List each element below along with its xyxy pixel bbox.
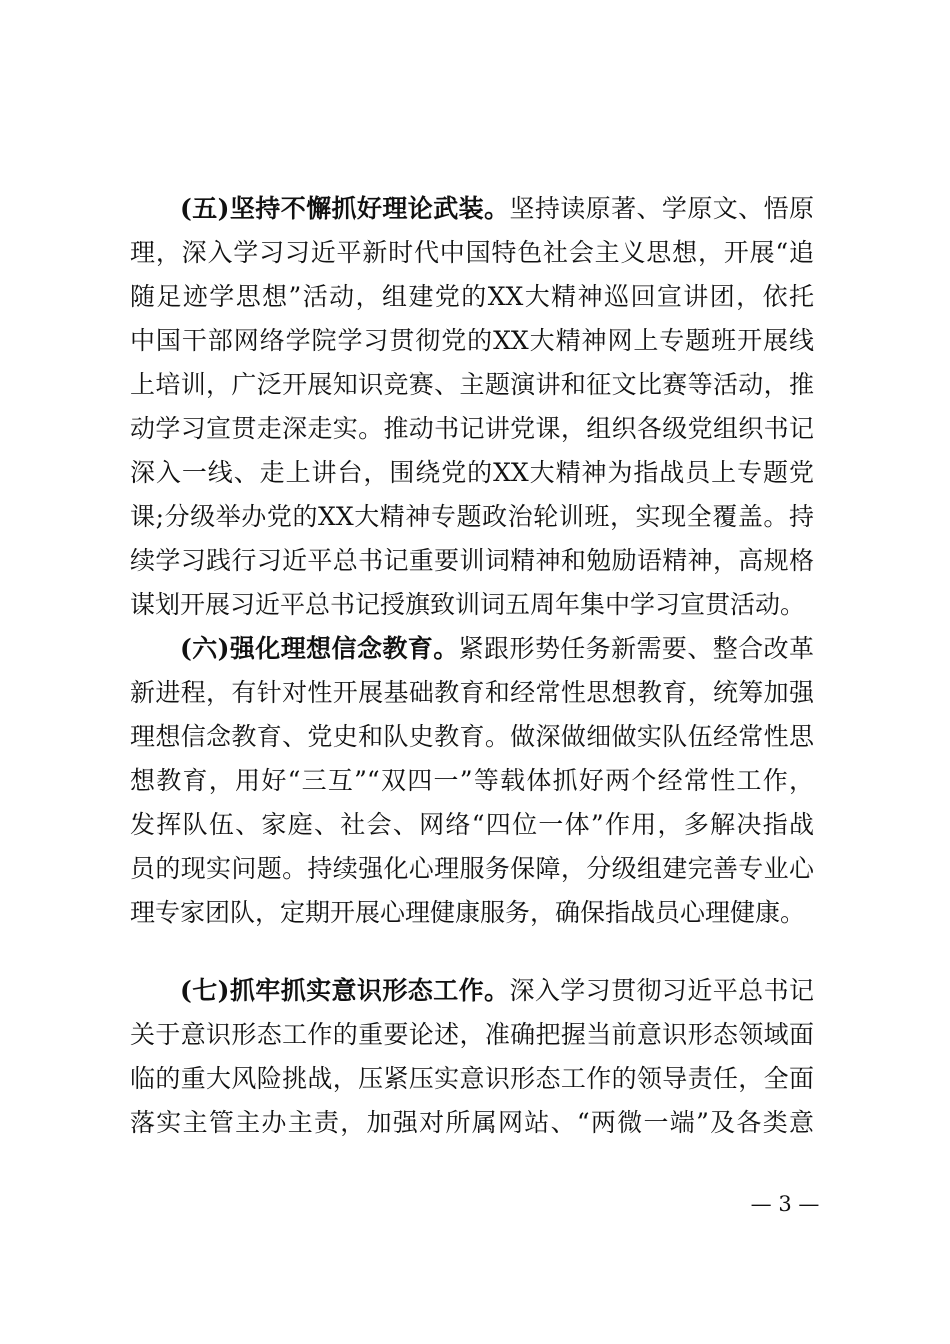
paragraph-6-line-1: (六)强化理想信念教育。紧跟形势任务新需要、整合改革 (180, 634, 814, 663)
paragraph-5-line-10: 谋划开展习近平总书记授旗致训词五周年集中学习宣贯活动。 (130, 590, 806, 619)
paragraph-6-line-7: 理专家团队，定期开展心理健康服务，确保指战员心理健康。 (130, 898, 806, 927)
paragraph-5-heading: (五)坚持不懈抓好理论武装。 (180, 194, 510, 223)
paragraph-5-line-1: (五)坚持不懈抓好理论武装。坚持读原著、学原文、悟原 (180, 194, 814, 223)
paragraph-5-line-5: 上培训，广泛开展知识竞赛、主题演讲和征文比赛等活动，推 (130, 370, 814, 399)
paragraph-6-line-3: 理想信念教育、党史和队史教育。做深做细做实队伍经常性思 (130, 722, 814, 751)
paragraph-5-line-8: 课;分级举办党的XX大精神专题政治轮训班，实现全覆盖。持 (130, 502, 814, 531)
paragraph-5-line-3: 随足迹学思想”活动，组建党的XX大精神巡回宣讲团，依托 (130, 282, 814, 311)
paragraph-5-line-4: 中国干部网络学院学习贯彻党的XX大精神网上专题班开展线 (130, 326, 814, 355)
paragraph-6-heading: (六)强化理想信念教育。 (180, 634, 459, 663)
paragraph-6-line-5: 发挥队伍、家庭、社会、网络“四位一体”作用，多解决指战 (130, 810, 814, 839)
paragraph-5-line-2: 理，深入学习习近平新时代中国特色社会主义思想，开展“追 (130, 238, 814, 267)
paragraph-6-line-4: 想教育，用好“三互”“双四一”等载体抓好两个经常性工作， (130, 766, 814, 795)
paragraph-7-heading: (七)抓牢抓实意识形态工作。 (180, 976, 510, 1005)
paragraph-5-line-6: 动学习宣贯走深走实。推动书记讲党课，组织各级党组织书记 (130, 414, 814, 443)
paragraph-7-line-1: (七)抓牢抓实意识形态工作。深入学习贯彻习近平总书记 (180, 976, 814, 1005)
paragraph-5-line-9: 续学习践行习近平总书记重要训词精神和勉励语精神，高规格 (130, 546, 814, 575)
paragraph-6-line-2: 新进程，有针对性开展基础教育和经常性思想教育，统筹加强 (130, 678, 814, 707)
paragraph-6-line-6: 员的现实问题。持续强化心理服务保障，分级组建完善专业心 (130, 854, 814, 883)
paragraph-7-line-2: 关于意识形态工作的重要论述，准确把握当前意识形态领域面 (130, 1020, 814, 1049)
paragraph-7-line-3: 临的重大风险挑战，压紧压实意识形态工作的领导责任，全面 (130, 1064, 814, 1093)
paragraph-7-line-4: 落实主管主办主责，加强对所属网站、“两微一端”及各类意 (130, 1108, 814, 1137)
paragraph-5-line-7: 深入一线、走上讲台，围绕党的XX大精神为指战员上专题党 (130, 458, 814, 487)
page-number: — 3 — (750, 1192, 820, 1216)
